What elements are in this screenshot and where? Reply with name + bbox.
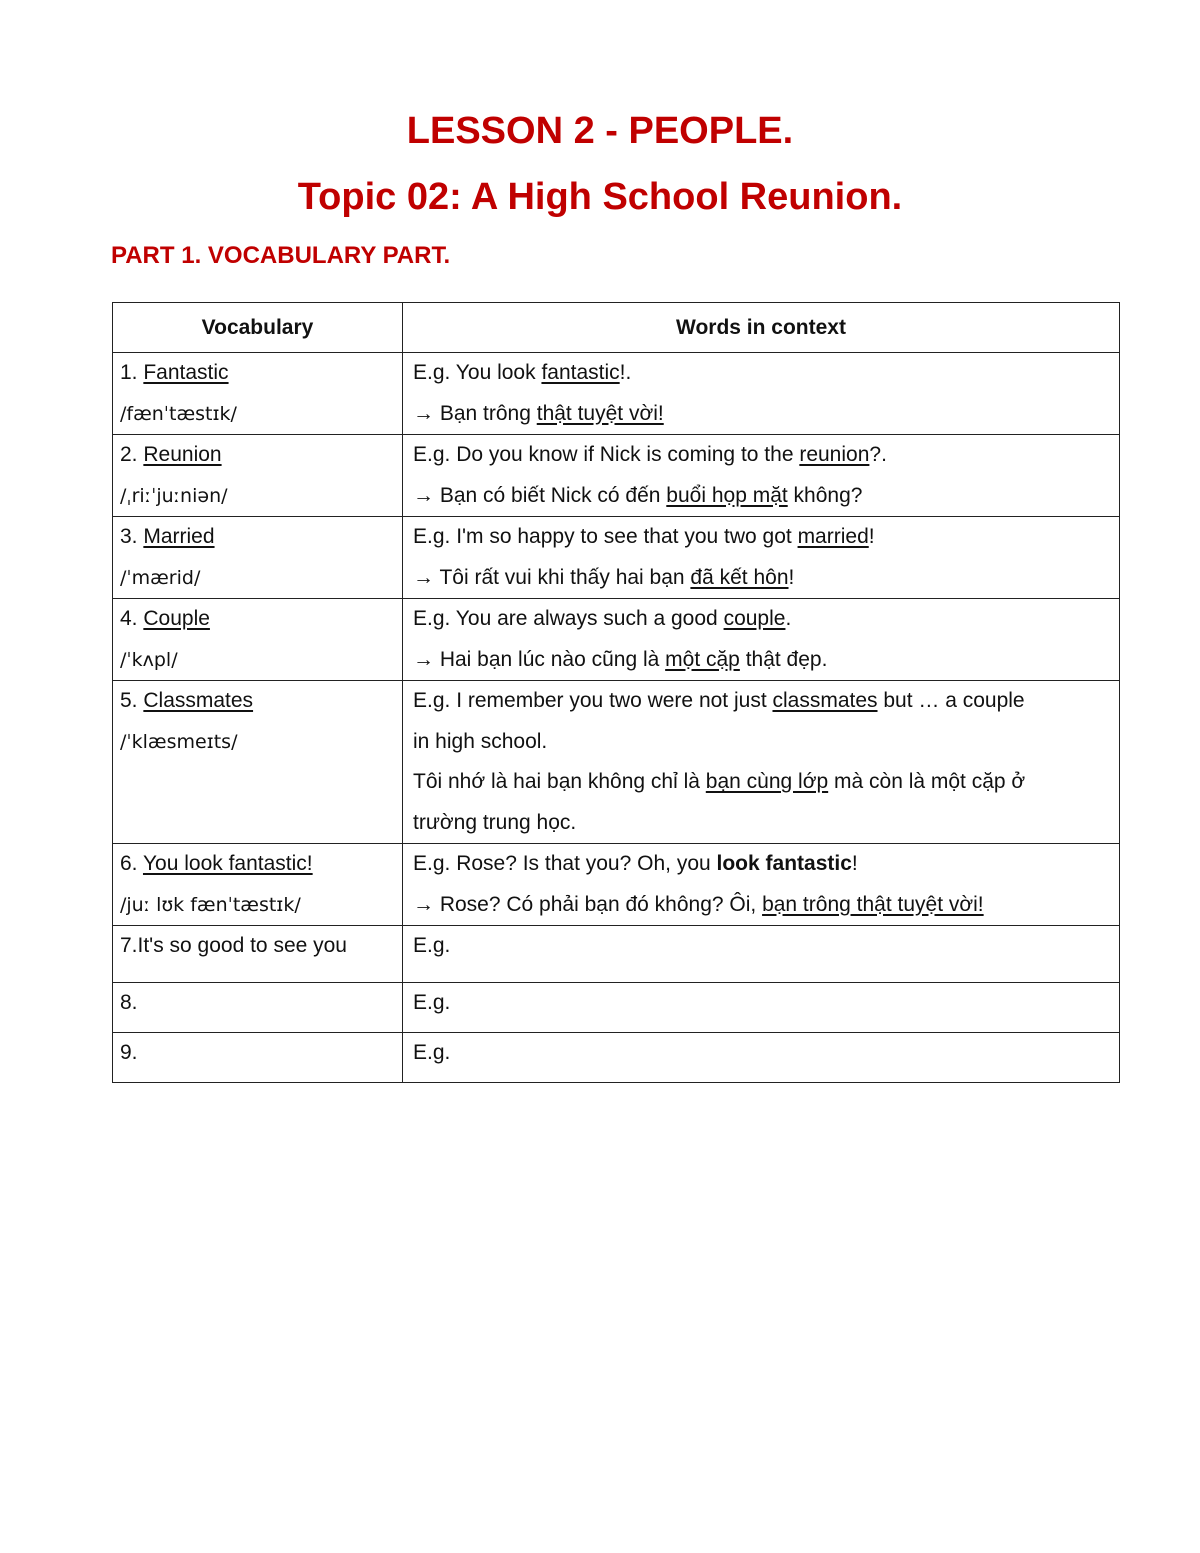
vocab-number: 6. (120, 852, 143, 875)
example-en: E.g. I remember you two were not just classmates but … a couple (413, 689, 1025, 712)
context-cell (403, 681, 1120, 844)
vocab-word: Reunion (143, 443, 222, 466)
vocab-word: Couple (143, 607, 210, 630)
vocabulary-table (112, 302, 1120, 1083)
vocab-word: Classmates (143, 689, 254, 712)
vocab-cell (113, 599, 403, 681)
vocab-cell: 7.It's so good to see you (113, 926, 403, 983)
vocab-ipa: /ˌriːˈjuːniən/ (120, 484, 228, 507)
example-vi: → Bạn trông thật tuyệt vời! (413, 401, 664, 425)
vocab-number: 3. (120, 525, 144, 548)
table-row (113, 926, 1120, 983)
table-row (113, 353, 1120, 435)
example-en: E.g. You look fantastic!. (413, 361, 632, 384)
vocab-number: 2. (120, 443, 144, 466)
vocab-ipa: /fænˈtæstɪk/ (120, 402, 237, 425)
example-en: E.g. Rose? Is that you? Oh, you look fantastic! (413, 852, 858, 875)
vocab-ipa: /ˈklæsmeɪts/ (120, 730, 238, 753)
context-cell: E.g. (403, 926, 1120, 983)
example-vi: → Tôi rất vui khi thấy hai bạn đã kết hôn! (413, 565, 795, 589)
vocab-ipa: /juː lʊk fænˈtæstɪk/ (120, 893, 301, 916)
vocab-number: 1. (120, 361, 144, 384)
vocab-cell: 8. (113, 983, 403, 1033)
topic-title: Topic 02: A High School Reunion. (297, 176, 903, 218)
vocab-word: Fantastic (143, 361, 229, 384)
context-cell (403, 599, 1120, 681)
vocab-cell (113, 435, 403, 517)
table-header-row (113, 303, 1120, 353)
table-row (113, 983, 1120, 1033)
part-heading: PART 1. VOCABULARY PART. (111, 242, 451, 269)
context-cell (403, 353, 1120, 435)
vocab-number: 5. (120, 689, 144, 712)
example-en: E.g. You are always such a good couple. (413, 607, 792, 630)
lesson-title: LESSON 2 - PEOPLE. (406, 110, 794, 152)
header-words-in-context: Words in context (403, 303, 1120, 353)
example-vi: → Hai bạn lúc nào cũng là một cặp thật đẹp. (413, 647, 828, 671)
vocab-cell (113, 681, 403, 844)
example-en: E.g. I'm so happy to see that you two got married! (413, 525, 875, 548)
context-cell (403, 435, 1120, 517)
example-vi: → Rose? Có phải bạn đó không? Ôi, bạn trông thật tuyệt vời! (413, 892, 984, 916)
header-vocabulary: Vocabulary (113, 303, 403, 353)
table-row (113, 599, 1120, 681)
vocab-cell: 9. (113, 1033, 403, 1083)
example-en: E.g. Do you know if Nick is coming to the reunion?. (413, 443, 887, 466)
vocab-word: Married (143, 525, 215, 548)
vocab-cell (113, 844, 403, 926)
vocab-ipa: /ˈkʌpl/ (120, 648, 178, 671)
table-row (113, 844, 1120, 926)
example-en-cont: in high school. (413, 729, 548, 753)
example-vi: Tôi nhớ là hai bạn không chỉ là bạn cùng lớp mà còn là một cặp ở (413, 770, 1026, 793)
vocab-number: 4. (120, 607, 144, 630)
vocab-cell (113, 353, 403, 435)
vocab-ipa: /ˈmærid/ (120, 566, 201, 589)
context-cell: E.g. (403, 983, 1120, 1033)
vocab-word: You look fantastic! (142, 852, 313, 875)
table-row (113, 435, 1120, 517)
vocab-cell (113, 517, 403, 599)
context-cell: E.g. (403, 1033, 1120, 1083)
context-cell (403, 844, 1120, 926)
table-row (113, 681, 1120, 844)
table-row (113, 517, 1120, 599)
example-vi-cont: trường trung học. (413, 810, 577, 834)
example-vi: → Bạn có biết Nick có đến buổi họp mặt không? (413, 483, 863, 507)
context-cell (403, 517, 1120, 599)
table-row (113, 1033, 1120, 1083)
